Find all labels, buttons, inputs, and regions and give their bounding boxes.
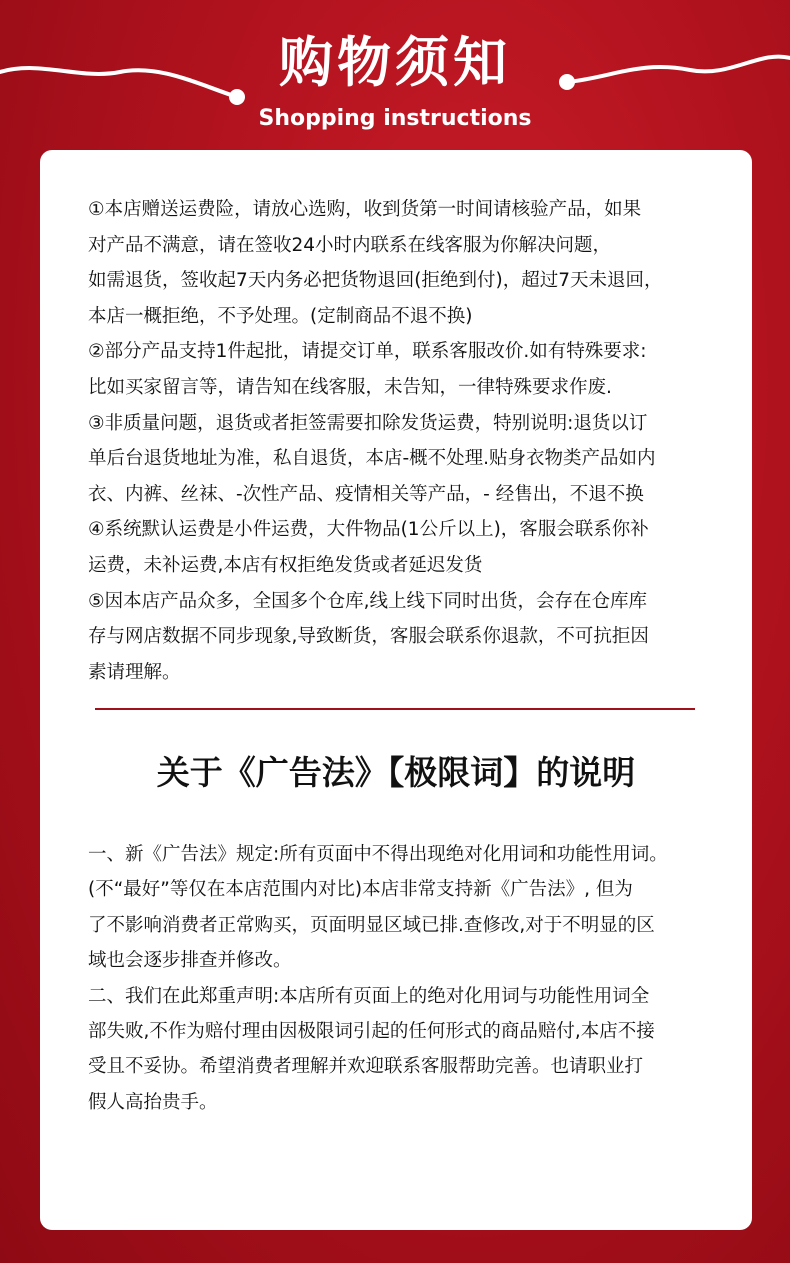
text-line: (不“最好”等仅在本店范围内对比)本店非常支持新《广告法》, 但为: [88, 879, 633, 901]
text-line: ④系统默认运费是小件运费，大件物品(1公斤以上)，客服会联系你补: [88, 519, 649, 541]
text-line: 存与网店数据不同步现象,导致断货，客服会联系你退款，不可抗拒因: [88, 626, 649, 648]
page-title: 购物须知: [279, 31, 511, 94]
text-line: ⑤因本店产品众多，全国多个仓库,线上线下同时出货，会存在仓库库: [88, 590, 647, 612]
text-line: 二、我们在此郑重声明:本店所有页面上的绝对化用词与功能性用词全: [88, 985, 650, 1007]
page-subtitle: Shopping instructions: [258, 106, 532, 131]
text-line: 本店一概拒绝，不予处理。(定制商品不退不换): [88, 305, 473, 327]
text-line: ①本店赠送运费险，请放心选购，收到货第一时间请核验产品，如果: [88, 199, 642, 220]
text-line: 如需退货，签收起7天内务必把货物退回(拒绝到付)，超过7天未退回，: [88, 270, 663, 292]
ad-law-heading: 关于《广告法》【极限词】的说明: [156, 753, 636, 792]
text-line: 假人高抬贵手。: [88, 1091, 218, 1113]
text-line: 一、新《广告法》规定:所有页面中不得出现绝对化用词和功能性用词。: [88, 844, 668, 865]
text-line: 比如买家留言等，请告知在线客服，未告知，一律特殊要求作废.: [88, 377, 612, 398]
text-line: 运费，未补运费,本店有权拒绝发货或者延迟发货: [88, 555, 483, 576]
text-line: 衣、内裤、丝袜、-次性产品、疫情相关等产品，- 经售出，不退不换: [88, 483, 644, 505]
section-divider: [95, 708, 695, 710]
text-line: 部失败,不作为赔付理由因极限词引起的任何形式的商品赔付,本店不接: [88, 1021, 655, 1042]
text-line: 对产品不满意，请在签收24小时内联系在线客服为你解决问题，: [88, 234, 612, 256]
instructions-card: [40, 150, 752, 1230]
text-line: 单后台退货地址为准，私自退货，本店-概不处理.贴身衣物类产品如内: [88, 448, 656, 470]
text-line: 域也会逐步排查并修改。: [88, 950, 292, 972]
text-line: 受且不妥协。希望消费者理解并欢迎联系客服帮助完善。也请职业打: [88, 1056, 644, 1078]
text-line: ③非质量问题，退货或者拒签需要扣除发货运费，特别说明:退货以订: [88, 412, 648, 434]
text-line: 了不影响消费者正常购买，页面明显区域已排.查修改,对于不明显的区: [88, 914, 655, 936]
text-line: 素请理解。: [88, 661, 181, 683]
text-line: ②部分产品支持1件起批，请提交订单，联系客服改价.如有特殊要求:: [88, 341, 647, 363]
